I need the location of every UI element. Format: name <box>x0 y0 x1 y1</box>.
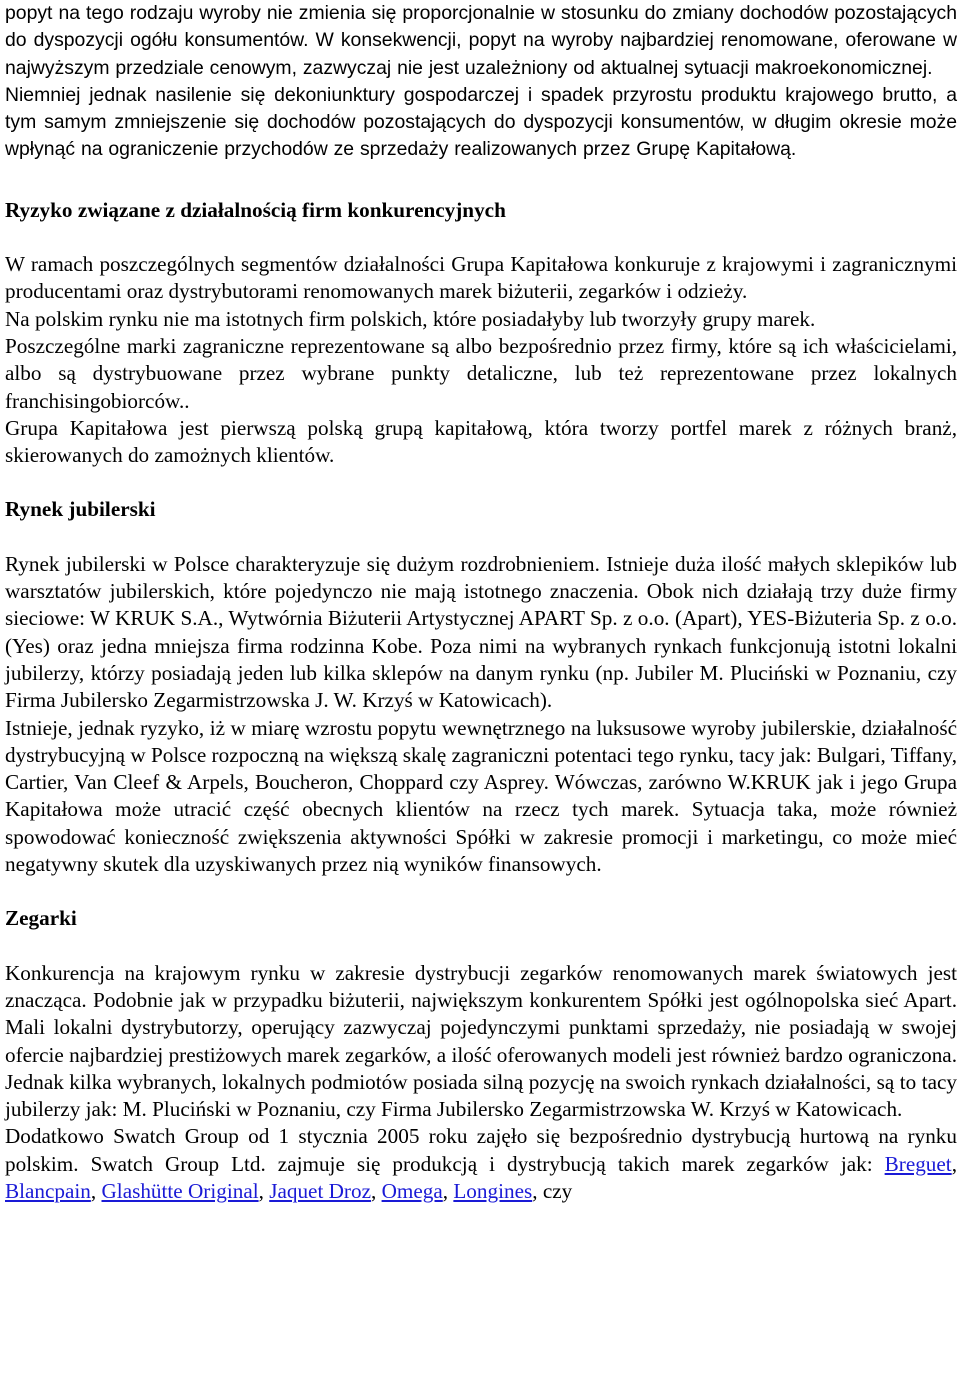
heading-watches: Zegarki <box>5 906 77 931</box>
watches-paragraph-2 <box>5 1123 957 1205</box>
heading-competition-risk: Ryzyko związane z działalnością firm konkurencyjnych <box>5 197 506 222</box>
paragraph-downturn: Niemniej jednak nasilenie się dekoniunktury gospodarczej i spadek przyrostu produktu krajowego brutto, a tym samym zmniejszenie się dochodów pozostających do dyspozycji konsumentów, w długim okresie może wpłynąć na ograniczenie przychodów ze sprzedaży realizowanych przez Grupę Kapitałową. <box>5 83 957 161</box>
watches-paragraph-1: Konkurencja na krajowym rynku w zakresie dystrybucji zegarków renomowanych marek światowych jest znacząca. Podobnie jak w przypadku biżuterii, największym konkurentem Spółki jest ogólnopolska sieć Apart. Mali lokalni dystrybutorzy, operujący zazwyczaj pojedynczymi punktami sprzedaży, nie posiadają w swojej ofercie najbardziej prestiżowych marek zegarków, a ilość oferowanych modeli jest również bardzo ograniczona. Jednak kilka wybranych, lokalnych podmiotów posiada silną pozycję na swoich rynkach działalności, są to tacy jubilerzy jak: M. Pluciński w Poznaniu, czy Firma Jubilersko Zegarmistrzowska W. Krzyś w Katowicach. <box>5 960 957 1122</box>
link-separator: , <box>532 1178 543 1203</box>
competition-paragraph-3: Poszczególne marki zagraniczne reprezentowane są albo bezpośrednio przez firmy, które są ich właścicielami, albo są dystrybuowane przez wybrane punkty detaliczne, lub też reprezentowane przez lokalnych franchisingobiorców.. <box>5 333 957 413</box>
document-page <box>5 0 957 1205</box>
link-separator: , <box>90 1178 102 1203</box>
link-separator: , <box>258 1178 270 1203</box>
watches-paragraph-2-tail: czy <box>542 1178 573 1203</box>
brand-link-blancpain[interactable]: Blancpain <box>5 1178 91 1203</box>
link-separator: , <box>370 1178 382 1203</box>
brand-link-omega[interactable]: Omega <box>381 1178 443 1203</box>
heading-jewelry-market: Rynek jubilerski <box>5 497 156 522</box>
link-separator: , <box>951 1151 957 1176</box>
link-separator: , <box>442 1178 454 1203</box>
jewelry-paragraph-2: Istnieje, jednak ryzyko, iż w miarę wzrostu popytu wewnętrznego na luksusowe wyroby jubilerskie, działalność dystrybucyjną w Polsce rozpoczną na większą skalę zagraniczni potentaci tego rynku, tacy jak: Bulgari, Tiffany, Cartier, Van Cleef & Arpels, Boucheron, Choppard czy Asprey. Wówczas, zarówno W.KRUK jak i jego Grupa Kapitałowa może utracić część obecnych klientów na rzecz tych marek. Sytuacja taka, może również spowodować konieczność zwiększenia aktywności Spółki w zakresie promocji i marketingu, co może mieć negatywny skutek dla uzyskiwanych przez nią wyników finansowych. <box>5 715 957 877</box>
paragraph-intro: popyt na tego rodzaju wyroby nie zmienia się proporcjonalnie w stosunku do zmiany dochodów pozostających do dyspozycji ogółu konsumentów. W konsekwencji, popyt na wyroby najbardziej renomowane, oferowane w najwyższym przedziale cenowym, zazwyczaj nie jest uzależniony od aktualnej sytuacji makroekonomicznej. <box>5 2 957 79</box>
watches-paragraph-2-text: Dodatkowo Swatch Group od 1 stycznia 2005 roku zajęło się bezpośrednio dystrybucją hurtową na rynku polskim. Swatch Group Ltd. zajmuje się produkcją i dystrybucją takich marek zegarków jak: <box>5 1124 957 1176</box>
brand-link-breguet[interactable]: Breguet <box>884 1151 952 1176</box>
competition-paragraph-1: W ramach poszczególnych segmentów działalności Grupa Kapitałowa konkuruje z krajowymi i zagranicznymi producentami oraz dystrybutorami renomowanych marek biżuterii, zegarków i odzieży. <box>5 252 957 304</box>
brand-link-longines[interactable]: Longines <box>453 1178 533 1203</box>
competition-paragraph-4: Grupa Kapitałowa jest pierwszą polską grupą kapitałową, która tworzy portfel marek z różnych branż, skierowanych do zamożnych klientów. <box>5 415 957 468</box>
brand-link-glashutte-original[interactable]: Glashütte Original <box>101 1178 259 1203</box>
competition-paragraph-2: Na polskim rynku nie ma istotnych firm polskich, które posiadałyby lub tworzyły grupy marek. <box>5 306 816 331</box>
jewelry-paragraph-1: Rynek jubilerski w Polsce charakteryzuje się dużym rozdrobnieniem. Istnieje duża ilość małych sklepików lub warsztatów jubilerskich, które pojedynczo nie mają istotnego znaczenia. Obok nich działają trzy duże firmy sieciowe: W KRUK S.A., Wytwórnia Biżuterii Artystycznej APART Sp. z o.o. (Apart), YES-Biżuteria Sp. z o.o. (Yes) oraz jedna mniejsza firma rodzinna Kobe. Poza nimi na wybranych rynkach funkcjonują istotni lokalni jubilerzy, którzy posiadają jeden lub kilka sklepów na danym rynku (np. Jubiler M. Pluciński w Poznaniu, czy Firma Jubilersko Zegarmistrzowska J. W. Krzyś w Katowicach). <box>5 551 957 713</box>
brand-link-jaquet-droz[interactable]: Jaquet Droz <box>269 1178 371 1203</box>
